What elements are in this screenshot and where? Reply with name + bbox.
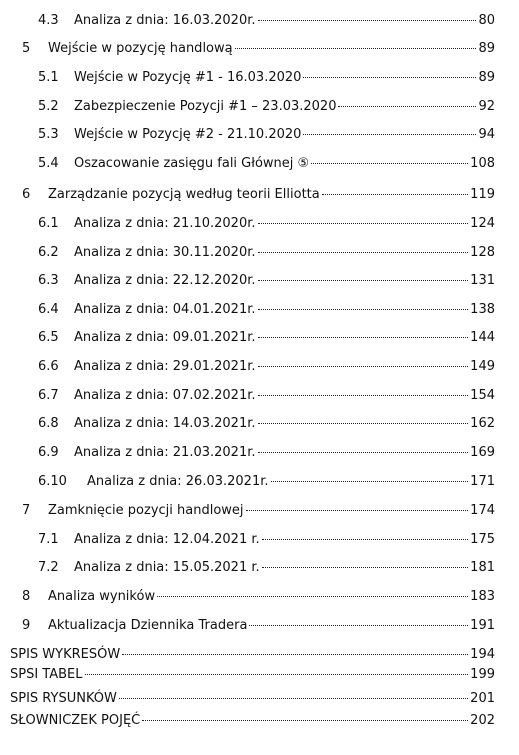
toc-entry-title: SPIS WYKRESÓW [10, 647, 121, 662]
toc-entry-number: 6.10 [38, 474, 67, 489]
toc-entry-number: 6.6 [38, 359, 59, 374]
toc-entry-page: 162 [470, 416, 495, 431]
toc-dot-leader [258, 19, 477, 21]
toc-entry-page: 201 [470, 691, 495, 706]
toc-entry-page: 119 [470, 187, 495, 202]
toc-entry-number: 6.9 [38, 445, 59, 460]
toc-entry[interactable] [38, 358, 495, 376]
toc-entry-number: 6 [22, 187, 31, 202]
toc-entry-title: Analiza z dnia: 15.05.2021 r. [74, 560, 260, 575]
toc-entry-page: 128 [470, 245, 495, 260]
toc-entry[interactable] [38, 244, 495, 262]
toc-entry-title: Wejście w Pozycję #1 - 16.03.2020 [74, 70, 302, 85]
toc-entry-page: 92 [478, 99, 495, 114]
toc-entry-title: Wejście w Pozycję #2 - 21.10.2020 [74, 127, 302, 142]
toc-entry-page: 194 [470, 647, 495, 662]
toc-entry-page: 174 [470, 503, 495, 518]
toc-entry-page: 124 [470, 216, 495, 231]
toc-dot-leader [271, 480, 469, 482]
toc-entry[interactable] [10, 712, 495, 730]
toc-entry-title: SŁOWNICZEK POJĘĆ [10, 713, 141, 728]
toc-entry-page: 202 [470, 713, 495, 728]
toc-dot-leader [85, 673, 469, 675]
toc-entry-number: 5.3 [38, 127, 59, 142]
toc-entry[interactable] [10, 646, 495, 664]
toc-dot-leader [258, 422, 469, 424]
toc-entry-page: 183 [470, 589, 495, 604]
toc-entry[interactable] [10, 666, 495, 684]
toc-entry-title: Analiza z dnia: 07.02.2021r. [74, 388, 256, 403]
toc-dot-leader [249, 624, 468, 626]
toc-entry-title: Analiza z dnia: 04.01.2021r. [74, 302, 256, 317]
toc-dot-leader [262, 566, 469, 568]
toc-dot-leader [246, 509, 469, 511]
toc-entry-title: Analiza z dnia: 09.01.2021r. [74, 330, 256, 345]
toc-entry-page: 80 [478, 13, 495, 28]
toc-entry-page: 191 [470, 618, 495, 633]
toc-entry-title: Analiza z dnia: 29.01.2021r. [74, 359, 256, 374]
toc-dot-leader [258, 336, 469, 338]
toc-entry-page: 149 [470, 359, 495, 374]
toc-entry-title: Wejście w pozycję handlową [48, 41, 233, 56]
toc-entry-title: Analiza z dnia: 21.03.2021r. [74, 445, 256, 460]
toc-entry-number: 6.2 [38, 245, 59, 260]
toc-entry-number: 8 [22, 589, 31, 604]
toc-entry[interactable] [38, 155, 495, 173]
toc-dot-leader [122, 653, 468, 655]
toc-dot-leader [303, 133, 476, 135]
toc-entry-number: 6.1 [38, 216, 59, 231]
toc-entry-page: 144 [470, 330, 495, 345]
toc-dot-leader [142, 719, 468, 721]
toc-entry-title: Aktualizacja Dziennika Tradera [48, 618, 248, 633]
toc-dot-leader [258, 394, 469, 396]
toc-entry[interactable] [38, 415, 495, 433]
toc-entry[interactable] [38, 126, 495, 144]
toc-entry[interactable] [38, 215, 495, 233]
toc-entry-page: 138 [470, 302, 495, 317]
toc-entry-title: Analiza z dnia: 30.11.2020r. [74, 245, 256, 260]
toc-entry[interactable] [38, 272, 495, 290]
toc-entry-number: 5.4 [38, 156, 59, 171]
toc-entry[interactable] [22, 588, 495, 606]
toc-dot-leader [258, 251, 469, 253]
toc-entry[interactable] [38, 69, 495, 87]
toc-dot-leader [258, 279, 469, 281]
toc-dot-leader [338, 105, 476, 107]
toc-entry-number: 7.2 [38, 560, 59, 575]
toc-entry-title: SPSI TABEL [10, 667, 83, 682]
toc-dot-leader [322, 193, 468, 195]
toc-dot-leader [311, 162, 468, 164]
toc-entry-number: 5.1 [38, 70, 59, 85]
toc-entry-page: 108 [470, 156, 495, 171]
toc-entry-page: 169 [470, 445, 495, 460]
toc-entry-number: 5.2 [38, 99, 59, 114]
toc-entry-title: SPIS RYSUNKÓW [10, 691, 117, 706]
toc-entry-number: 6.7 [38, 388, 59, 403]
toc-dot-leader [258, 451, 469, 453]
toc-entry[interactable] [22, 186, 495, 204]
toc-entry-title: Zamknięcie pozycji handlowej [48, 503, 244, 518]
toc-entry-page: 131 [470, 273, 495, 288]
toc-entry-title: Zarządzanie pozycją według teorii Elliotta [48, 187, 320, 202]
toc-entry-number: 9 [22, 618, 31, 633]
toc-dot-leader [258, 365, 469, 367]
toc-entry-title: Analiza wyników [48, 589, 156, 604]
toc-entry-number: 7.1 [38, 532, 59, 547]
toc-entry[interactable] [22, 502, 495, 520]
toc-entry[interactable] [38, 98, 495, 116]
toc-entry-number: 7 [22, 503, 31, 518]
toc-entry-number: 6.5 [38, 330, 59, 345]
toc-entry[interactable] [22, 40, 495, 58]
toc-dot-leader [119, 697, 468, 699]
toc-entry-title: Analiza z dnia: 22.12.2020r. [74, 273, 256, 288]
toc-entry-number: 6.3 [38, 273, 59, 288]
toc-entry-page: 175 [470, 532, 495, 547]
toc-entry-number: 4.3 [38, 13, 59, 28]
toc-entry[interactable] [38, 559, 495, 577]
toc-entry-title: Analiza z dnia: 14.03.2021r. [74, 416, 256, 431]
toc-dot-leader [258, 222, 469, 224]
toc-entry-title: Analiza z dnia: 12.04.2021 r. [74, 532, 260, 547]
toc-entry[interactable] [38, 12, 495, 30]
toc-dot-leader [262, 538, 469, 540]
toc-entry-title: Oszacowanie zasięgu fali Głównej ⑤ [74, 156, 310, 171]
toc-entry[interactable] [10, 690, 495, 708]
toc-dot-leader [157, 595, 468, 597]
toc-entry-title: Analiza z dnia: 26.03.2021r. [87, 474, 269, 489]
toc-entry[interactable] [38, 329, 495, 347]
toc-entry[interactable] [38, 387, 495, 405]
toc-entry[interactable] [38, 301, 495, 319]
toc-entry-title: Zabezpieczenie Pozycji #1 – 23.03.2020 [74, 99, 337, 114]
toc-dot-leader [258, 308, 469, 310]
toc-entry-number: 5 [22, 41, 31, 56]
toc-dot-leader [303, 76, 476, 78]
toc-entry-page: 89 [478, 70, 495, 85]
toc-entry-number: 6.8 [38, 416, 59, 431]
toc-entry[interactable] [38, 473, 495, 491]
toc-entry-number: 6.4 [38, 302, 59, 317]
toc-entry-page: 199 [470, 667, 495, 682]
toc-entry[interactable] [38, 531, 495, 549]
toc-entry-title: Analiza z dnia: 21.10.2020r. [74, 216, 256, 231]
toc-entry[interactable] [22, 617, 495, 635]
toc-entry-page: 94 [478, 127, 495, 142]
toc-dot-leader [235, 47, 477, 49]
toc-entry-title: Analiza z dnia: 16.03.2020r. [74, 13, 256, 28]
toc-entry-page: 154 [470, 388, 495, 403]
toc-entry-page: 171 [470, 474, 495, 489]
toc-entry[interactable] [38, 444, 495, 462]
toc-entry-page: 181 [470, 560, 495, 575]
toc-entry-page: 89 [478, 41, 495, 56]
